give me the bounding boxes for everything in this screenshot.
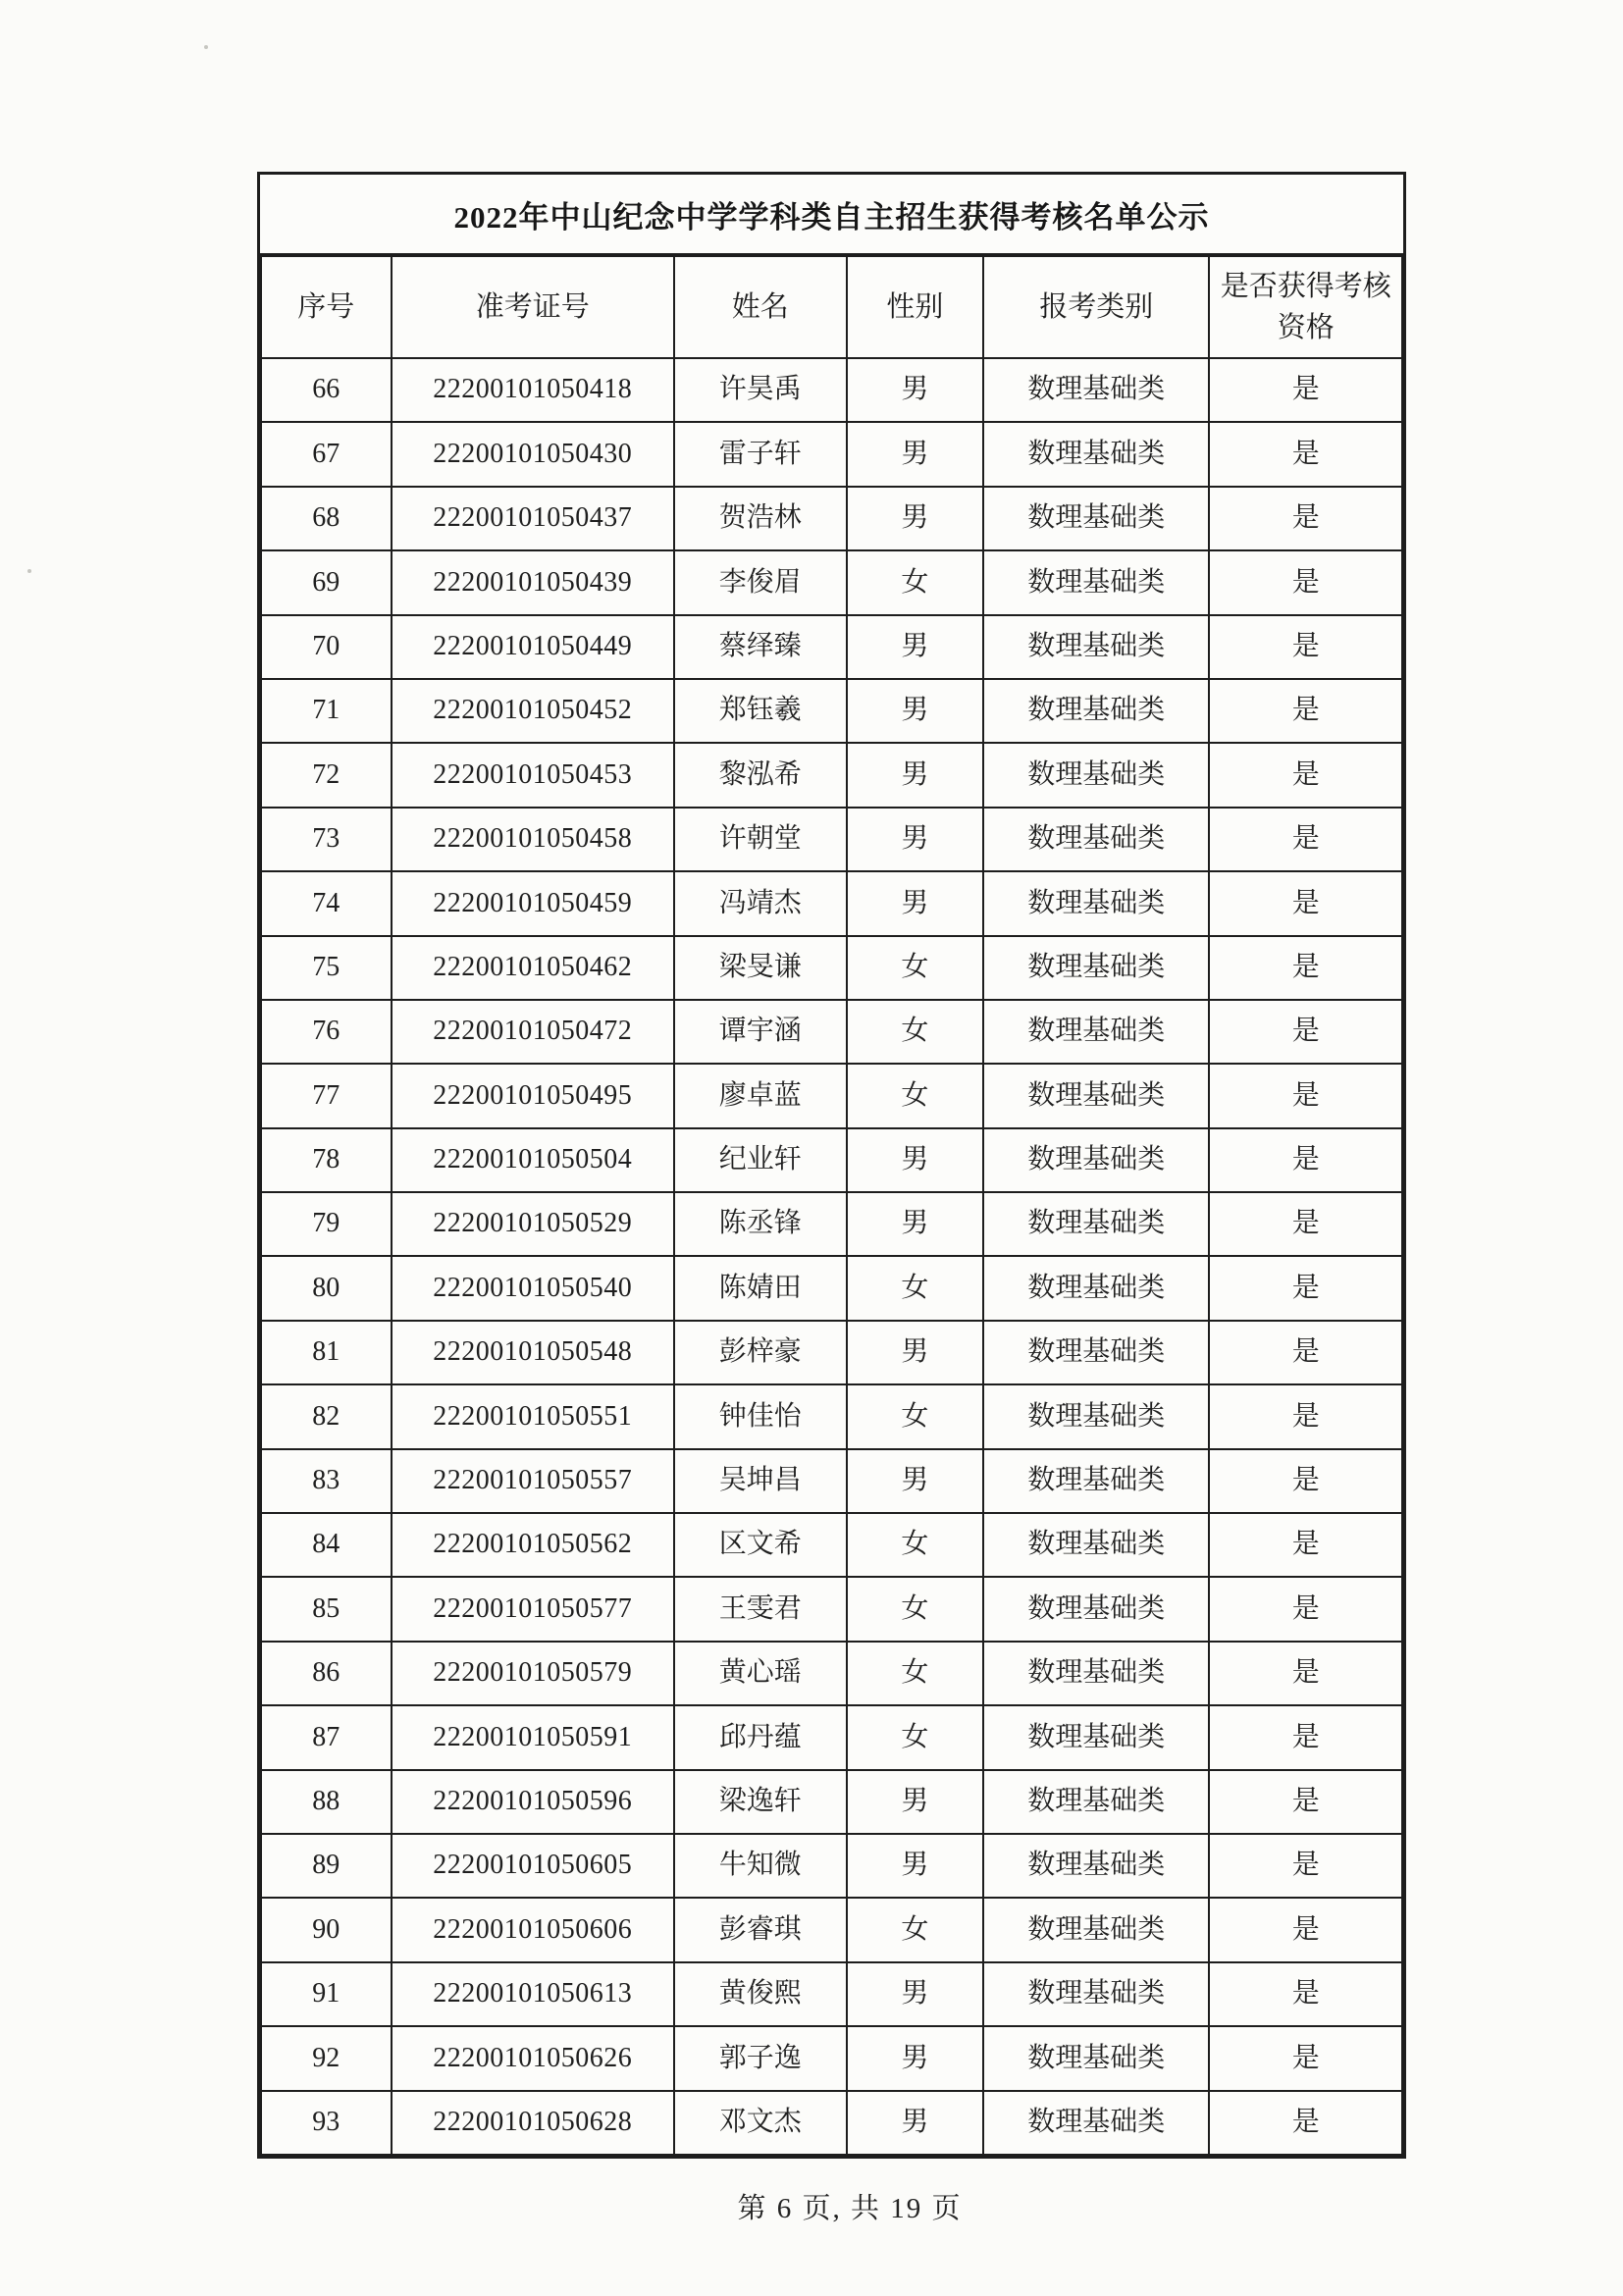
cell-qualified: 是 (1209, 1384, 1402, 1448)
table-row (261, 1192, 1402, 1256)
cell-gender: 男 (847, 743, 984, 807)
cell-qualified: 是 (1209, 1192, 1402, 1256)
cell-seq: 80 (261, 1256, 392, 1320)
cell-seq: 83 (261, 1449, 392, 1513)
cell-qualified: 是 (1209, 1321, 1402, 1384)
cell-ticket: 22200101050459 (392, 871, 674, 935)
cell-name: 牛知微 (674, 1834, 847, 1898)
cell-qualified: 是 (1209, 1064, 1402, 1127)
cell-name: 梁旻谦 (674, 936, 847, 1000)
table-body (261, 358, 1402, 2155)
cell-name: 陈婧田 (674, 1256, 847, 1320)
cell-qualified: 是 (1209, 871, 1402, 935)
cell-gender: 女 (847, 550, 984, 614)
cell-ticket: 22200101050551 (392, 1384, 674, 1448)
cell-gender: 男 (847, 1962, 984, 2026)
cell-gender: 女 (847, 1000, 984, 1064)
scan-speck (204, 45, 208, 49)
cell-seq: 70 (261, 615, 392, 679)
cell-name: 王雯君 (674, 1577, 847, 1641)
cell-category: 数理基础类 (983, 615, 1209, 679)
cell-gender: 女 (847, 1513, 984, 1577)
cell-name: 区文希 (674, 1513, 847, 1577)
table-row (261, 1898, 1402, 1961)
column-header-gender: 性别 (847, 256, 984, 358)
table-row (261, 615, 1402, 679)
cell-gender: 女 (847, 1256, 984, 1320)
cell-ticket: 22200101050562 (392, 1513, 674, 1577)
cell-category: 数理基础类 (983, 2026, 1209, 2090)
cell-seq: 91 (261, 1962, 392, 2026)
cell-seq: 89 (261, 1834, 392, 1898)
cell-name: 雷子轩 (674, 422, 847, 486)
table-row (261, 1577, 1402, 1641)
cell-ticket: 22200101050605 (392, 1834, 674, 1898)
cell-ticket: 22200101050430 (392, 422, 674, 486)
table-row (261, 743, 1402, 807)
column-header-ticket: 准考证号 (392, 256, 674, 358)
cell-ticket: 22200101050540 (392, 1256, 674, 1320)
header-row (261, 256, 1402, 358)
cell-gender: 男 (847, 1321, 984, 1384)
cell-ticket: 22200101050557 (392, 1449, 674, 1513)
cell-seq: 82 (261, 1384, 392, 1448)
cell-category: 数理基础类 (983, 550, 1209, 614)
cell-gender: 男 (847, 487, 984, 550)
cell-seq: 73 (261, 808, 392, 871)
table-row (261, 487, 1402, 550)
cell-name: 黄心瑶 (674, 1642, 847, 1705)
cell-gender: 女 (847, 1384, 984, 1448)
cell-seq: 66 (261, 358, 392, 422)
page-footer: 第 6 页, 共 19 页 (737, 2193, 963, 2224)
cell-seq: 90 (261, 1898, 392, 1961)
cell-seq: 84 (261, 1513, 392, 1577)
cell-ticket: 22200101050418 (392, 358, 674, 422)
cell-name: 李俊眉 (674, 550, 847, 614)
table-header (261, 256, 1402, 358)
cell-gender: 女 (847, 936, 984, 1000)
cell-qualified: 是 (1209, 358, 1402, 422)
table-row (261, 1449, 1402, 1513)
cell-category: 数理基础类 (983, 1321, 1209, 1384)
cell-ticket: 22200101050458 (392, 808, 674, 871)
cell-qualified: 是 (1209, 1449, 1402, 1513)
cell-name: 廖卓蓝 (674, 1064, 847, 1127)
cell-name: 纪业轩 (674, 1128, 847, 1192)
cell-gender: 男 (847, 358, 984, 422)
cell-qualified: 是 (1209, 1705, 1402, 1769)
table-row (261, 550, 1402, 614)
cell-seq: 71 (261, 679, 392, 743)
cell-category: 数理基础类 (983, 2091, 1209, 2155)
cell-category: 数理基础类 (983, 1449, 1209, 1513)
table-row (261, 679, 1402, 743)
cell-name: 蔡绎臻 (674, 615, 847, 679)
cell-seq: 75 (261, 936, 392, 1000)
cell-category: 数理基础类 (983, 1000, 1209, 1064)
cell-name: 黎泓希 (674, 743, 847, 807)
cell-seq: 86 (261, 1642, 392, 1705)
cell-qualified: 是 (1209, 1128, 1402, 1192)
table-row (261, 2091, 1402, 2155)
table-row (261, 1128, 1402, 1192)
cell-qualified: 是 (1209, 2091, 1402, 2155)
table-row (261, 1705, 1402, 1769)
cell-ticket: 22200101050591 (392, 1705, 674, 1769)
cell-qualified: 是 (1209, 1642, 1402, 1705)
cell-category: 数理基础类 (983, 1770, 1209, 1834)
cell-qualified: 是 (1209, 2026, 1402, 2090)
cell-qualified: 是 (1209, 1000, 1402, 1064)
candidates-table (257, 172, 1406, 2159)
cell-category: 数理基础类 (983, 487, 1209, 550)
cell-gender: 男 (847, 2026, 984, 2090)
cell-gender: 女 (847, 1898, 984, 1961)
cell-qualified: 是 (1209, 679, 1402, 743)
table-row (261, 936, 1402, 1000)
cell-category: 数理基础类 (983, 1384, 1209, 1448)
cell-gender: 男 (847, 2091, 984, 2155)
table-row (261, 1256, 1402, 1320)
cell-seq: 69 (261, 550, 392, 614)
cell-qualified: 是 (1209, 1770, 1402, 1834)
column-header-seq: 序号 (261, 256, 392, 358)
cell-name: 郑钰羲 (674, 679, 847, 743)
column-header-name: 姓名 (674, 256, 847, 358)
table-row (261, 808, 1402, 871)
cell-seq: 85 (261, 1577, 392, 1641)
candidates-grid (260, 255, 1403, 2156)
cell-seq: 68 (261, 487, 392, 550)
cell-qualified: 是 (1209, 615, 1402, 679)
cell-gender: 男 (847, 1834, 984, 1898)
table-title: 2022年中山纪念中学学科类自主招生获得考核名单公示 (260, 175, 1403, 255)
cell-seq: 92 (261, 2026, 392, 2090)
cell-ticket: 22200101050613 (392, 1962, 674, 2026)
table-row (261, 1834, 1402, 1898)
cell-ticket: 22200101050504 (392, 1128, 674, 1192)
cell-qualified: 是 (1209, 1513, 1402, 1577)
cell-gender: 男 (847, 1770, 984, 1834)
cell-qualified: 是 (1209, 1256, 1402, 1320)
cell-qualified: 是 (1209, 550, 1402, 614)
cell-seq: 67 (261, 422, 392, 486)
cell-seq: 74 (261, 871, 392, 935)
cell-category: 数理基础类 (983, 1256, 1209, 1320)
table-row (261, 1513, 1402, 1577)
table-row (261, 871, 1402, 935)
cell-qualified: 是 (1209, 936, 1402, 1000)
cell-name: 黄俊熙 (674, 1962, 847, 2026)
cell-qualified: 是 (1209, 1898, 1402, 1961)
scan-speck (27, 569, 31, 573)
cell-gender: 女 (847, 1064, 984, 1127)
cell-ticket: 22200101050449 (392, 615, 674, 679)
table-row (261, 1000, 1402, 1064)
cell-category: 数理基础类 (983, 1705, 1209, 1769)
table-row (261, 1384, 1402, 1448)
cell-seq: 79 (261, 1192, 392, 1256)
cell-name: 邓文杰 (674, 2091, 847, 2155)
cell-seq: 93 (261, 2091, 392, 2155)
table-row (261, 1642, 1402, 1705)
cell-ticket: 22200101050439 (392, 550, 674, 614)
cell-gender: 女 (847, 1577, 984, 1641)
cell-category: 数理基础类 (983, 936, 1209, 1000)
cell-category: 数理基础类 (983, 679, 1209, 743)
cell-ticket: 22200101050495 (392, 1064, 674, 1127)
cell-gender: 男 (847, 1128, 984, 1192)
cell-seq: 81 (261, 1321, 392, 1384)
table-row (261, 1962, 1402, 2026)
cell-category: 数理基础类 (983, 1898, 1209, 1961)
cell-qualified: 是 (1209, 808, 1402, 871)
cell-gender: 男 (847, 1449, 984, 1513)
cell-ticket: 22200101050452 (392, 679, 674, 743)
cell-category: 数理基础类 (983, 743, 1209, 807)
table-row (261, 358, 1402, 422)
cell-name: 钟佳怡 (674, 1384, 847, 1448)
cell-ticket: 22200101050437 (392, 487, 674, 550)
cell-seq: 77 (261, 1064, 392, 1127)
cell-category: 数理基础类 (983, 1064, 1209, 1127)
cell-name: 冯靖杰 (674, 871, 847, 935)
cell-ticket: 22200101050628 (392, 2091, 674, 2155)
cell-seq: 87 (261, 1705, 392, 1769)
table-row (261, 1321, 1402, 1384)
cell-name: 郭子逸 (674, 2026, 847, 2090)
cell-qualified: 是 (1209, 743, 1402, 807)
cell-ticket: 22200101050626 (392, 2026, 674, 2090)
cell-category: 数理基础类 (983, 1642, 1209, 1705)
cell-gender: 男 (847, 808, 984, 871)
cell-qualified: 是 (1209, 1962, 1402, 2026)
cell-name: 吴坤昌 (674, 1449, 847, 1513)
cell-name: 谭宇涵 (674, 1000, 847, 1064)
cell-category: 数理基础类 (983, 1192, 1209, 1256)
cell-ticket: 22200101050596 (392, 1770, 674, 1834)
cell-category: 数理基础类 (983, 808, 1209, 871)
cell-gender: 男 (847, 422, 984, 486)
cell-category: 数理基础类 (983, 1577, 1209, 1641)
cell-seq: 76 (261, 1000, 392, 1064)
cell-category: 数理基础类 (983, 422, 1209, 486)
table-row (261, 1064, 1402, 1127)
cell-name: 许朝堂 (674, 808, 847, 871)
cell-name: 邱丹蕴 (674, 1705, 847, 1769)
cell-category: 数理基础类 (983, 1962, 1209, 2026)
cell-name: 许昊禹 (674, 358, 847, 422)
cell-category: 数理基础类 (983, 871, 1209, 935)
cell-ticket: 22200101050579 (392, 1642, 674, 1705)
cell-ticket: 22200101050548 (392, 1321, 674, 1384)
cell-name: 彭睿琪 (674, 1898, 847, 1961)
table-row (261, 1770, 1402, 1834)
cell-category: 数理基础类 (983, 1513, 1209, 1577)
cell-ticket: 22200101050606 (392, 1898, 674, 1961)
cell-seq: 78 (261, 1128, 392, 1192)
cell-qualified: 是 (1209, 1577, 1402, 1641)
cell-category: 数理基础类 (983, 1834, 1209, 1898)
cell-ticket: 22200101050577 (392, 1577, 674, 1641)
cell-gender: 女 (847, 1705, 984, 1769)
cell-gender: 男 (847, 871, 984, 935)
cell-qualified: 是 (1209, 422, 1402, 486)
cell-qualified: 是 (1209, 1834, 1402, 1898)
cell-seq: 88 (261, 1770, 392, 1834)
column-header-qualified: 是否获得考核资格 (1209, 256, 1402, 358)
cell-ticket: 22200101050472 (392, 1000, 674, 1064)
cell-name: 梁逸轩 (674, 1770, 847, 1834)
column-header-category: 报考类别 (983, 256, 1209, 358)
cell-name: 彭梓豪 (674, 1321, 847, 1384)
cell-gender: 男 (847, 1192, 984, 1256)
table-row (261, 2026, 1402, 2090)
cell-qualified: 是 (1209, 487, 1402, 550)
cell-gender: 男 (847, 615, 984, 679)
cell-category: 数理基础类 (983, 358, 1209, 422)
cell-gender: 男 (847, 679, 984, 743)
table-row (261, 422, 1402, 486)
cell-name: 陈丞锋 (674, 1192, 847, 1256)
cell-name: 贺浩林 (674, 487, 847, 550)
cell-ticket: 22200101050453 (392, 743, 674, 807)
cell-seq: 72 (261, 743, 392, 807)
cell-category: 数理基础类 (983, 1128, 1209, 1192)
cell-ticket: 22200101050529 (392, 1192, 674, 1256)
cell-gender: 女 (847, 1642, 984, 1705)
cell-ticket: 22200101050462 (392, 936, 674, 1000)
